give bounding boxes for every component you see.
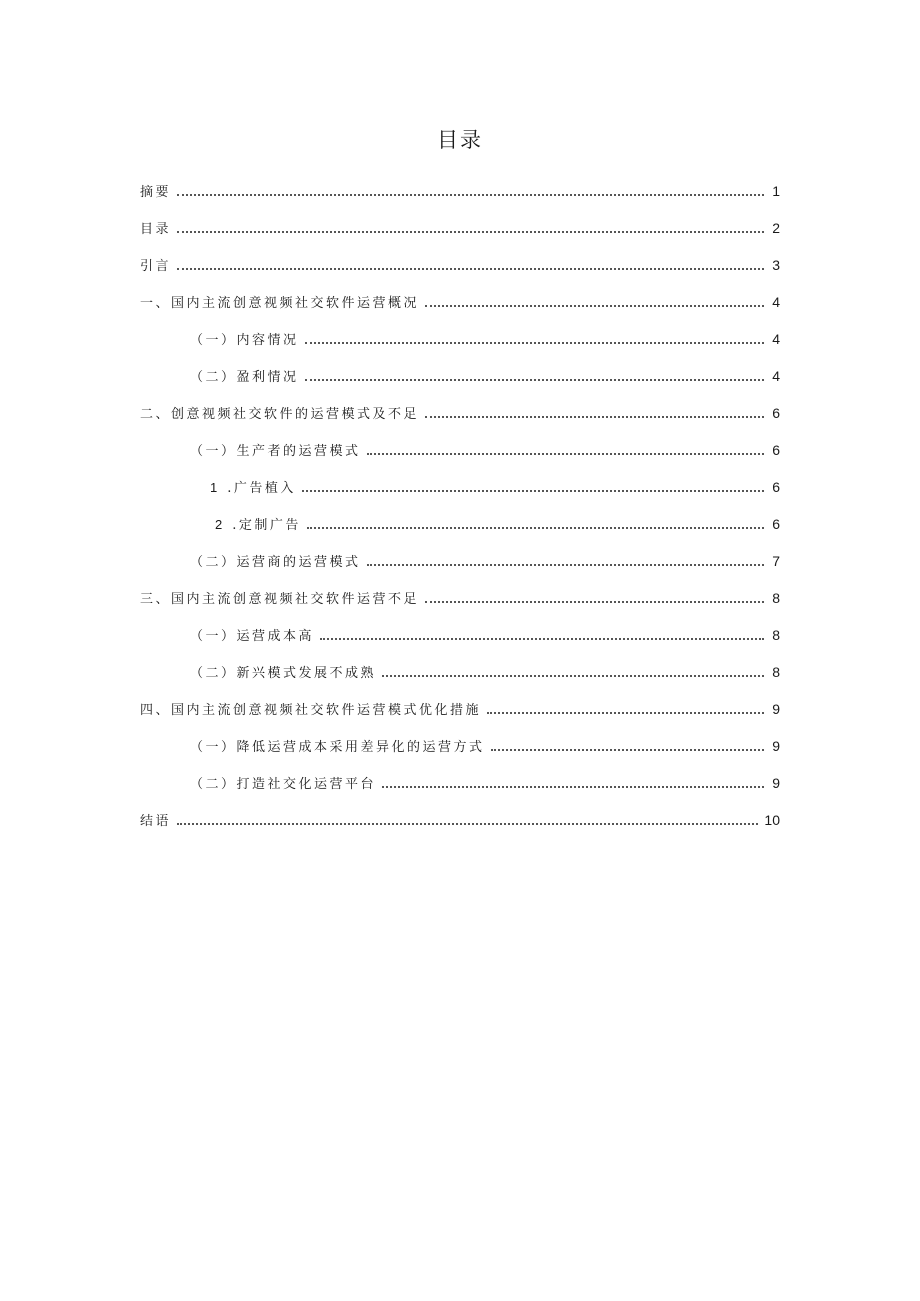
toc-entry-label: 三、国内主流创意视频社交软件运营不足: [140, 592, 420, 607]
toc-entry-label: （二）运营商的运营模式: [190, 555, 361, 570]
toc-entry-page: 6: [772, 515, 780, 532]
toc-entry-label: 结语: [140, 814, 172, 829]
dot-leader: [307, 527, 764, 529]
toc-entry-section-4-2[interactable]: [140, 764, 780, 801]
toc-entry-page: 4: [772, 367, 780, 384]
toc-entry-label: 一、国内主流创意视频社交软件运营概况: [140, 296, 420, 311]
toc-entry-subsection-2-1-1[interactable]: [140, 468, 780, 505]
toc-entry-label: （一）生产者的运营模式: [190, 444, 361, 459]
dot-leader: [425, 601, 764, 603]
toc-entry-subsection-2-1-2[interactable]: [140, 505, 780, 542]
toc-entry-page: 6: [772, 441, 780, 458]
dot-leader: [305, 379, 764, 381]
toc-entry-section-2-2[interactable]: [140, 542, 780, 579]
toc-entry-chapter-3[interactable]: [140, 579, 780, 616]
toc-entry-page: 8: [772, 626, 780, 643]
toc-entry-introduction[interactable]: [140, 246, 780, 283]
toc-entry-text: .定制广告: [232, 518, 301, 533]
dot-leader: [367, 564, 764, 566]
dot-leader: [425, 305, 764, 307]
toc-entry-label: （二）盈利情况: [190, 370, 299, 385]
toc-entry-label: （二）新兴模式发展不成熟: [190, 666, 377, 681]
toc-entry-number: 2: [215, 517, 223, 532]
toc-entry-page: 4: [772, 293, 780, 310]
toc-entry-chapter-2[interactable]: [140, 394, 780, 431]
toc-entry-page: 6: [772, 404, 780, 421]
toc-entry-page: 10: [764, 811, 780, 828]
toc-entry-text: .广告植入: [227, 481, 296, 496]
toc-entry-section-1-2[interactable]: [140, 357, 780, 394]
toc-entry-contents[interactable]: [140, 209, 780, 246]
toc-entry-label: 引言: [140, 259, 172, 274]
toc-entry-page: 7: [772, 552, 780, 569]
toc-entry-label: [215, 514, 307, 533]
toc-entry-page: 2: [772, 219, 780, 236]
toc-entry-label: （一）降低运营成本采用差异化的运营方式: [190, 740, 485, 755]
dot-leader: [320, 638, 764, 640]
dot-leader: [487, 712, 764, 714]
toc-entry-number: 1: [210, 480, 218, 495]
dot-leader: [382, 675, 764, 677]
toc-entry-page: 9: [772, 774, 780, 791]
toc-entry-label: （一）运营成本高: [190, 629, 315, 644]
table-of-contents: [140, 172, 780, 838]
dot-leader: [305, 342, 764, 344]
toc-entry-section-1-1[interactable]: [140, 320, 780, 357]
toc-entry-conclusion[interactable]: [140, 801, 780, 838]
toc-entry-page: 8: [772, 589, 780, 606]
toc-entry-label: [210, 477, 302, 496]
dot-leader: [382, 786, 764, 788]
toc-entry-page: 9: [772, 737, 780, 754]
toc-entry-page: 4: [772, 330, 780, 347]
toc-entry-label: （一）内容情况: [190, 333, 299, 348]
toc-entry-page: 8: [772, 663, 780, 680]
toc-entry-label: 摘要: [140, 185, 172, 200]
toc-entry-page: 3: [772, 256, 780, 273]
toc-entry-section-3-1[interactable]: [140, 616, 780, 653]
toc-entry-chapter-1[interactable]: [140, 283, 780, 320]
toc-entry-section-2-1[interactable]: [140, 431, 780, 468]
toc-entry-label: 四、国内主流创意视频社交软件运营模式优化措施: [140, 703, 482, 718]
dot-leader: [302, 490, 764, 492]
toc-entry-chapter-4[interactable]: [140, 690, 780, 727]
toc-entry-page: 6: [772, 478, 780, 495]
dot-leader: [177, 231, 764, 233]
toc-entry-label: 目录: [140, 222, 172, 237]
toc-entry-page: 9: [772, 700, 780, 717]
dot-leader: [177, 823, 758, 825]
toc-entry-page: 1: [772, 182, 780, 199]
toc-entry-section-3-2[interactable]: [140, 653, 780, 690]
dot-leader: [425, 416, 764, 418]
page-title: 目录: [437, 128, 483, 152]
toc-entry-abstract[interactable]: [140, 172, 780, 209]
dot-leader: [177, 194, 764, 196]
dot-leader: [177, 268, 764, 270]
toc-entry-label: 二、创意视频社交软件的运营模式及不足: [140, 407, 420, 422]
dot-leader: [491, 749, 764, 751]
dot-leader: [367, 453, 764, 455]
toc-entry-label: （二）打造社交化运营平台: [190, 777, 377, 792]
toc-entry-section-4-1[interactable]: [140, 727, 780, 764]
